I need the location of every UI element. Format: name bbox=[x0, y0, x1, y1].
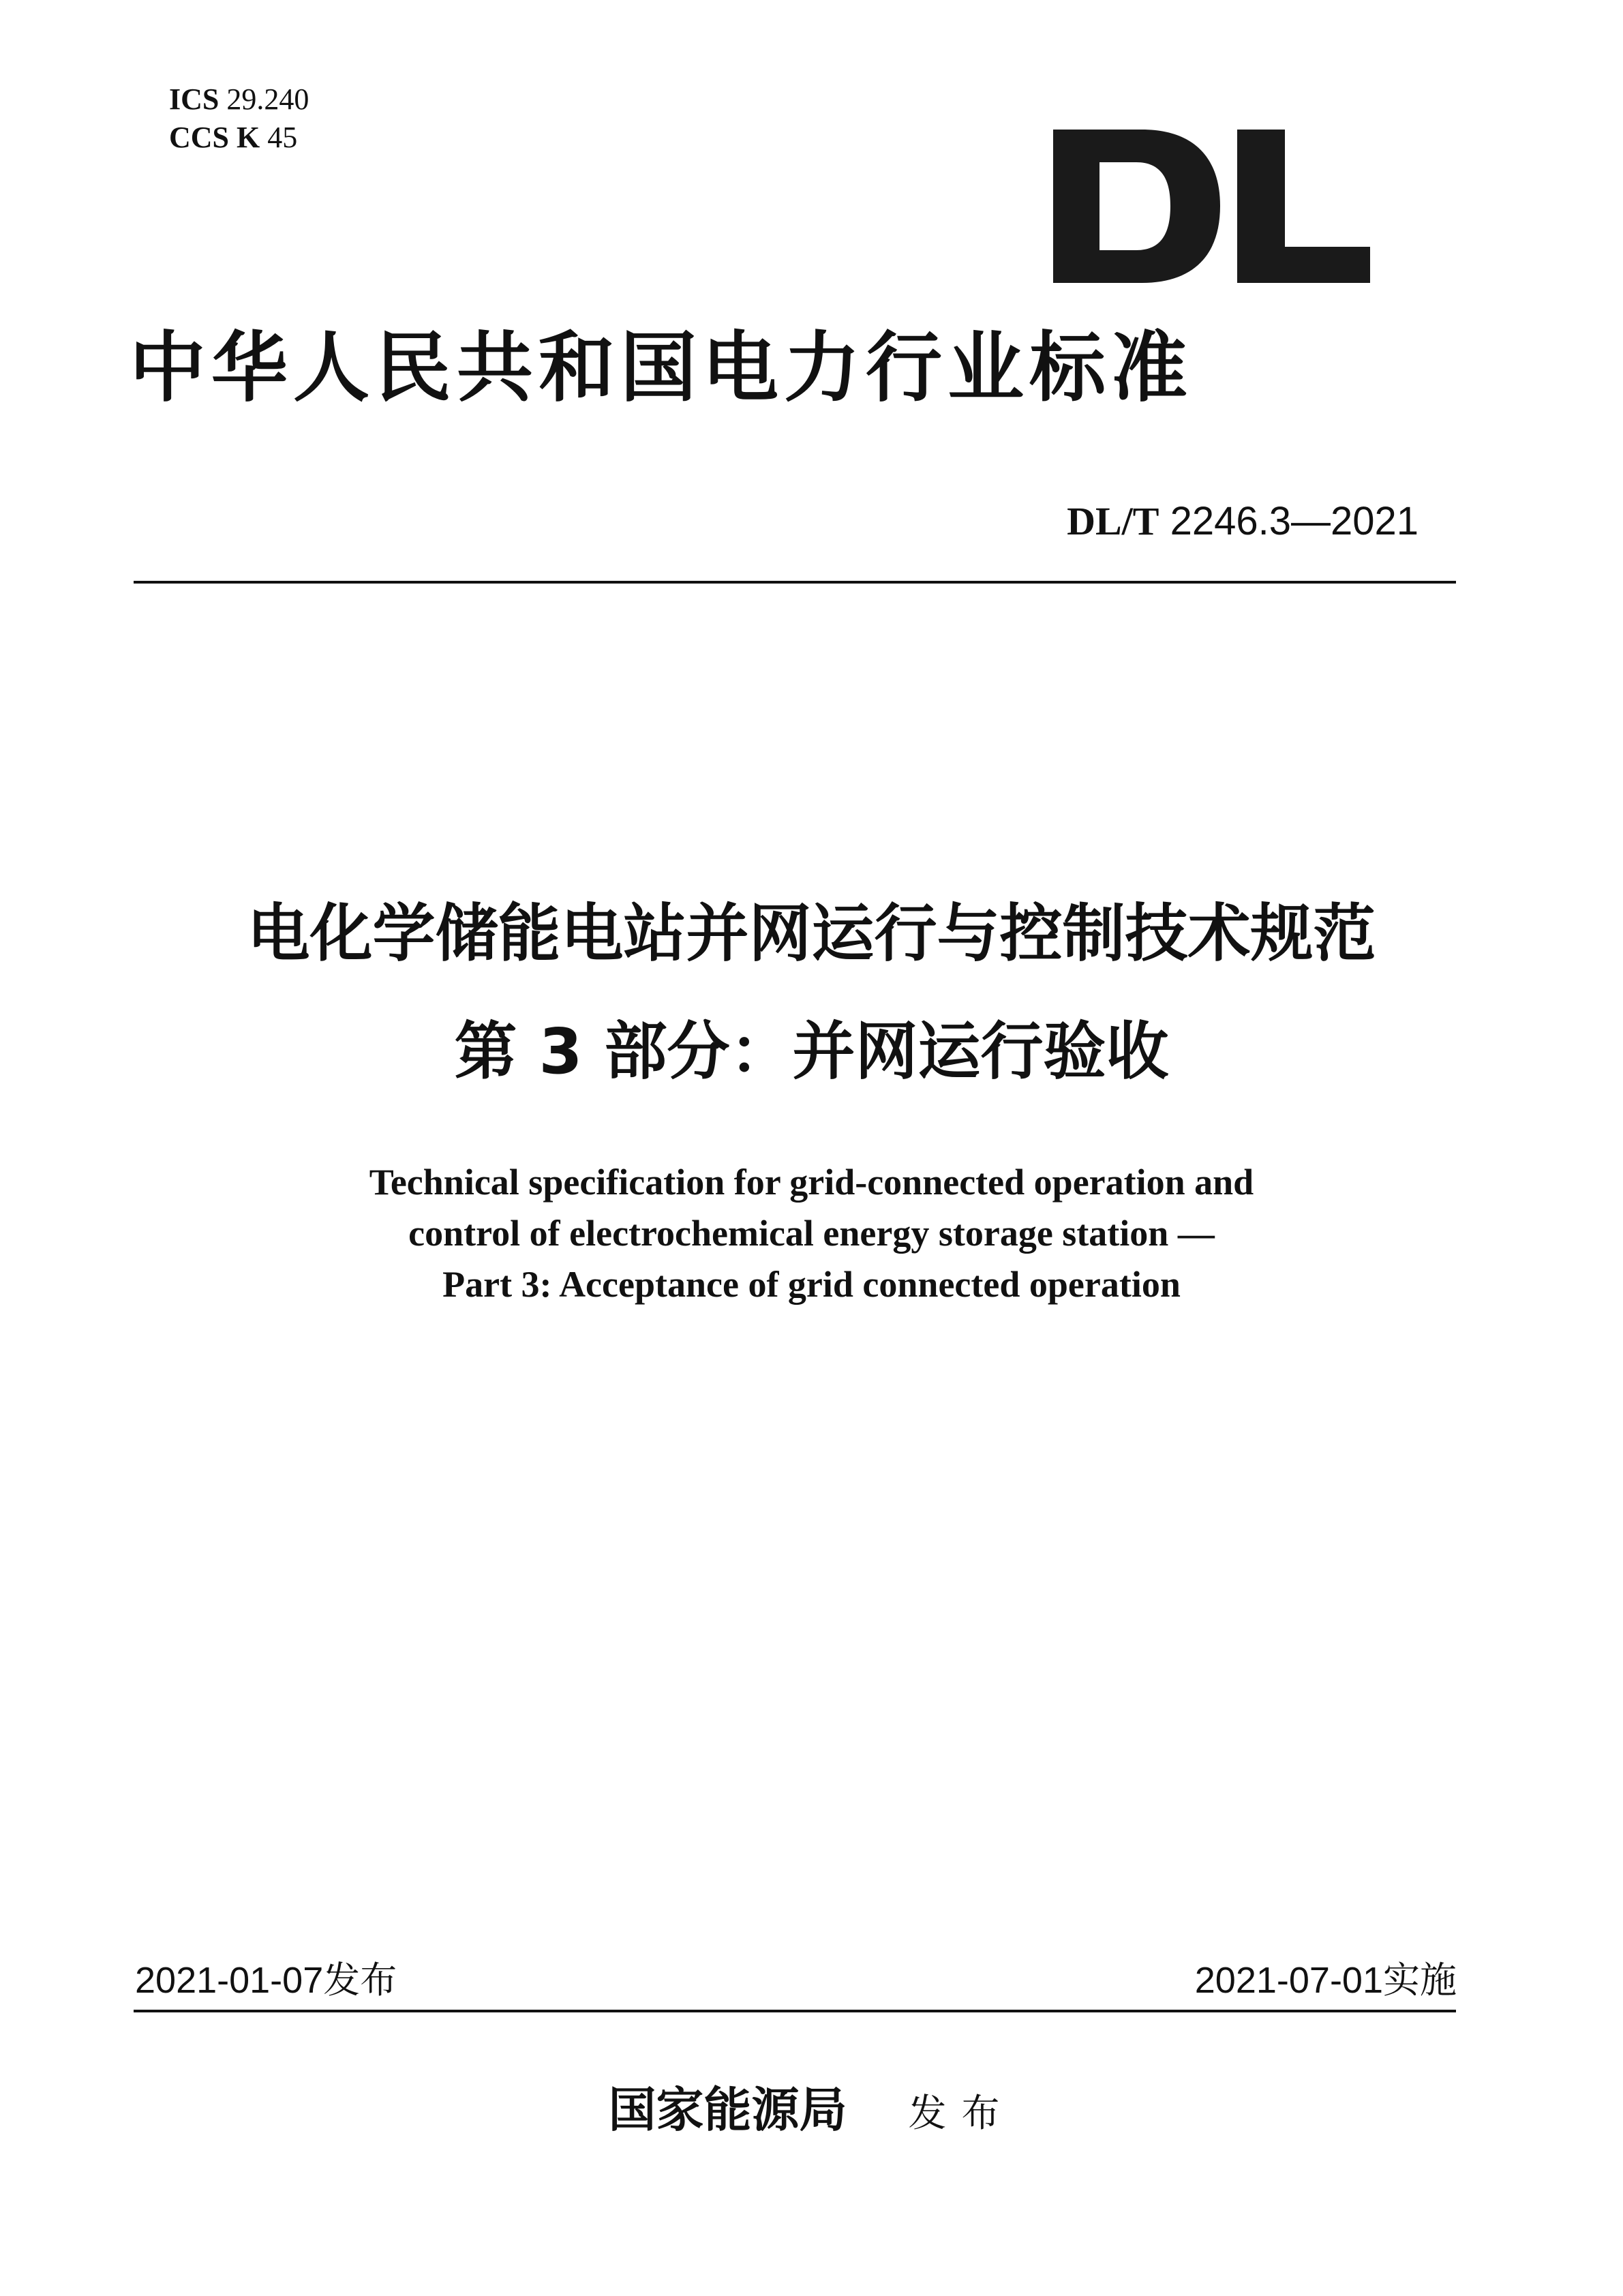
ics-line bbox=[169, 80, 309, 119]
ccs-label: CCS K bbox=[169, 121, 260, 154]
dl-logo bbox=[1053, 130, 1370, 283]
effective-date-value: 2021-07-01 bbox=[1194, 1960, 1383, 2001]
effective-date bbox=[1195, 1957, 1457, 2004]
en-title-line-3: Part 3: Acceptance of grid connected operation bbox=[442, 1264, 1181, 1305]
publisher-name: 国家能源局 bbox=[608, 2081, 847, 2138]
release-date-value: 2021-01-07 bbox=[135, 1960, 324, 2001]
ics-label: ICS bbox=[169, 82, 219, 116]
standard-number-code: DL/T bbox=[1067, 499, 1159, 543]
en-title-line-1: Technical specification for grid-connected operation and bbox=[369, 1162, 1254, 1203]
standard-number-value: 2246.3—2021 bbox=[1170, 499, 1419, 543]
dl-logo-letter-l bbox=[1237, 130, 1370, 283]
classification-codes bbox=[169, 80, 309, 157]
industry-standard-title: 中华人民共和国电力行业标准 bbox=[130, 323, 1193, 412]
publisher bbox=[0, 2079, 1623, 2145]
publisher-action: 发布 bbox=[908, 2091, 1015, 2136]
release-date bbox=[135, 1957, 397, 2004]
standard-number bbox=[1067, 498, 1419, 545]
ccs-line bbox=[169, 119, 309, 157]
en-title-line-2: control of electrochemical energy storage station — bbox=[408, 1213, 1215, 1254]
dl-logo-letter-d bbox=[1053, 130, 1220, 283]
cn-title-line-1: 电化学储能电站并网运行与控制技术规范 bbox=[247, 897, 1376, 970]
ics-code: 29.240 bbox=[226, 82, 309, 116]
ccs-code: 45 bbox=[267, 121, 298, 154]
effective-date-label: 实施 bbox=[1383, 1959, 1457, 2002]
release-date-label: 发布 bbox=[323, 1959, 397, 2002]
footer-divider bbox=[134, 2010, 1456, 2012]
header-divider bbox=[134, 581, 1456, 584]
cn-title-line-2: 第 3 部分：并网运行验收 bbox=[454, 1015, 1169, 1088]
